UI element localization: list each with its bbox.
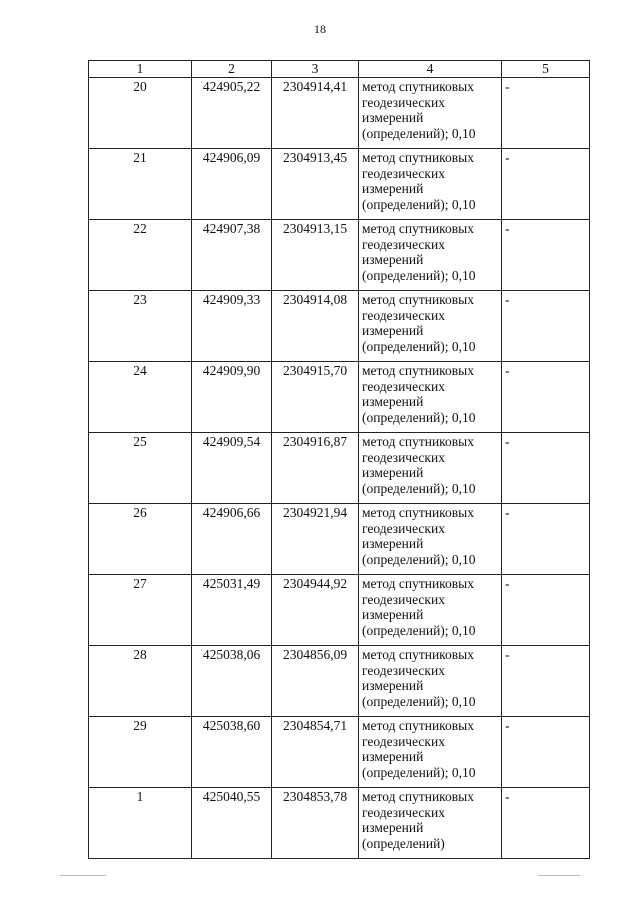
method-cell xyxy=(359,646,502,717)
point-number-cell: 22 xyxy=(89,220,192,291)
method-line: метод спутниковых xyxy=(362,718,474,733)
method-line: (определений); 0,10 xyxy=(362,551,476,567)
method-line: измерений xyxy=(362,536,424,552)
table-header-row xyxy=(89,61,590,78)
point-number-cell: 27 xyxy=(89,575,192,646)
x-coordinate-cell: 425031,49 xyxy=(192,575,272,646)
method-line: геодезических xyxy=(362,520,445,536)
method-line: измерений xyxy=(362,394,424,410)
y-coordinate-cell: 2304914,41 xyxy=(272,78,359,149)
method-line: метод спутниковых xyxy=(362,79,474,94)
column-header-2: 2 xyxy=(192,61,272,78)
point-number-cell: 29 xyxy=(89,717,192,788)
note-cell: - xyxy=(502,78,590,149)
table-row xyxy=(89,78,590,149)
method-cell xyxy=(359,717,502,788)
method-line: измерений xyxy=(362,678,424,694)
table-row xyxy=(89,362,590,433)
x-coordinate-cell: 424906,09 xyxy=(192,149,272,220)
y-coordinate-cell: 2304916,87 xyxy=(272,433,359,504)
method-line: (определений); 0,10 xyxy=(362,693,476,709)
method-line: геодезических xyxy=(362,662,445,678)
y-coordinate-cell: 2304913,15 xyxy=(272,220,359,291)
x-coordinate-cell: 424909,90 xyxy=(192,362,272,433)
method-cell xyxy=(359,788,502,859)
x-coordinate-cell: 425038,06 xyxy=(192,646,272,717)
table-row xyxy=(89,433,590,504)
method-line: геодезических xyxy=(362,236,445,252)
point-number-cell: 28 xyxy=(89,646,192,717)
table-row xyxy=(89,717,590,788)
point-number-cell: 23 xyxy=(89,291,192,362)
y-coordinate-cell: 2304914,08 xyxy=(272,291,359,362)
y-coordinate-cell: 2304913,45 xyxy=(272,149,359,220)
coordinates-table xyxy=(88,60,590,859)
method-cell xyxy=(359,78,502,149)
table-row xyxy=(89,646,590,717)
x-coordinate-cell: 424906,66 xyxy=(192,504,272,575)
table-row xyxy=(89,788,590,859)
y-coordinate-cell: 2304921,94 xyxy=(272,504,359,575)
method-line: геодезических xyxy=(362,378,445,394)
method-line: метод спутниковых xyxy=(362,150,474,165)
method-line: измерений xyxy=(362,181,424,197)
method-line: метод спутниковых xyxy=(362,434,474,449)
method-line: геодезических xyxy=(362,94,445,110)
note-cell: - xyxy=(502,504,590,575)
method-line: геодезических xyxy=(362,165,445,181)
x-coordinate-cell: 425038,60 xyxy=(192,717,272,788)
table-body xyxy=(89,61,590,859)
method-line: геодезических xyxy=(362,591,445,607)
note-cell: - xyxy=(502,717,590,788)
method-cell xyxy=(359,504,502,575)
table-row xyxy=(89,220,590,291)
method-line: геодезических xyxy=(362,733,445,749)
method-line: (определений) xyxy=(362,835,445,851)
method-line: (определений); 0,10 xyxy=(362,409,476,425)
method-line: (определений); 0,10 xyxy=(362,196,476,212)
method-cell xyxy=(359,291,502,362)
y-coordinate-cell: 2304944,92 xyxy=(272,575,359,646)
method-cell xyxy=(359,433,502,504)
method-line: метод спутниковых xyxy=(362,647,474,662)
method-cell xyxy=(359,362,502,433)
x-coordinate-cell: 425040,55 xyxy=(192,788,272,859)
method-line: (определений); 0,10 xyxy=(362,622,476,638)
method-line: (определений); 0,10 xyxy=(362,480,476,496)
point-number-cell: 25 xyxy=(89,433,192,504)
point-number-cell: 20 xyxy=(89,78,192,149)
method-cell xyxy=(359,575,502,646)
note-cell: - xyxy=(502,362,590,433)
note-cell: - xyxy=(502,220,590,291)
point-number-cell: 24 xyxy=(89,362,192,433)
y-coordinate-cell: 2304915,70 xyxy=(272,362,359,433)
column-header-1: 1 xyxy=(89,61,192,78)
method-line: измерений xyxy=(362,323,424,339)
method-line: метод спутниковых xyxy=(362,221,474,236)
method-line: измерений xyxy=(362,607,424,623)
table-row xyxy=(89,291,590,362)
note-cell: - xyxy=(502,646,590,717)
column-header-3: 3 xyxy=(272,61,359,78)
method-line: геодезических xyxy=(362,307,445,323)
point-number-cell: 26 xyxy=(89,504,192,575)
method-line: метод спутниковых xyxy=(362,292,474,307)
note-cell: - xyxy=(502,291,590,362)
y-coordinate-cell: 2304854,71 xyxy=(272,717,359,788)
method-line: измерений xyxy=(362,820,424,836)
x-coordinate-cell: 424909,33 xyxy=(192,291,272,362)
method-line: измерений xyxy=(362,110,424,126)
note-cell: - xyxy=(502,788,590,859)
note-cell: - xyxy=(502,575,590,646)
method-line: измерений xyxy=(362,749,424,765)
y-coordinate-cell: 2304853,78 xyxy=(272,788,359,859)
footer-mark-left xyxy=(60,875,106,876)
note-cell: - xyxy=(502,433,590,504)
point-number-cell: 21 xyxy=(89,149,192,220)
method-line: метод спутниковых xyxy=(362,576,474,591)
method-line: (определений); 0,10 xyxy=(362,338,476,354)
method-line: измерений xyxy=(362,465,424,481)
table-row xyxy=(89,575,590,646)
method-line: метод спутниковых xyxy=(362,789,474,804)
method-line: метод спутниковых xyxy=(362,505,474,520)
method-line: (определений); 0,10 xyxy=(362,267,476,283)
y-coordinate-cell: 2304856,09 xyxy=(272,646,359,717)
footer-mark-right xyxy=(538,875,580,876)
method-line: геодезических xyxy=(362,804,445,820)
method-line: (определений); 0,10 xyxy=(362,125,476,141)
method-cell xyxy=(359,149,502,220)
table-row xyxy=(89,504,590,575)
x-coordinate-cell: 424907,38 xyxy=(192,220,272,291)
method-cell xyxy=(359,220,502,291)
column-header-4: 4 xyxy=(359,61,502,78)
method-line: геодезических xyxy=(362,449,445,465)
x-coordinate-cell: 424905,22 xyxy=(192,78,272,149)
table-row xyxy=(89,149,590,220)
note-cell: - xyxy=(502,149,590,220)
page-number: 18 xyxy=(314,22,326,36)
point-number-cell: 1 xyxy=(89,788,192,859)
x-coordinate-cell: 424909,54 xyxy=(192,433,272,504)
column-header-5: 5 xyxy=(502,61,590,78)
method-line: (определений); 0,10 xyxy=(362,764,476,780)
method-line: измерений xyxy=(362,252,424,268)
method-line: метод спутниковых xyxy=(362,363,474,378)
